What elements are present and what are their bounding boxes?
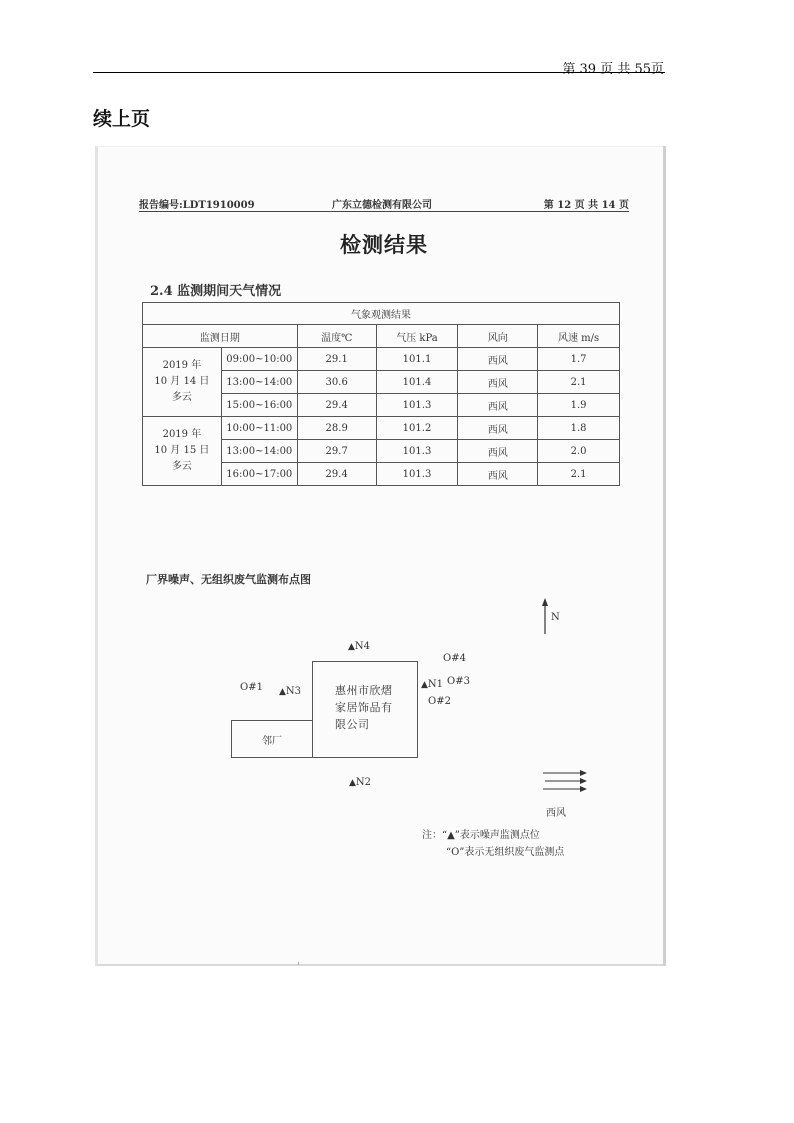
wind-arrows-icon xyxy=(543,768,589,796)
temp-cell: 29.4 xyxy=(297,394,376,417)
wind-speed-cell: 2.1 xyxy=(538,371,620,394)
weather-table xyxy=(142,302,620,486)
noise-point-n2: ▲N2 xyxy=(349,777,372,788)
circle-icon: O xyxy=(447,676,456,687)
wind-speed-cell: 1.8 xyxy=(538,417,620,440)
scanned-page-edge xyxy=(663,146,666,966)
temp-cell: 30.6 xyxy=(297,371,376,394)
wind-dir-cell: 西风 xyxy=(458,463,538,486)
gas-point-1: O#1 xyxy=(240,682,263,693)
date-year: 2019 年 xyxy=(162,429,202,440)
wind-dir-cell: 西风 xyxy=(458,394,538,417)
header-temp: 温度℃ xyxy=(297,325,376,348)
factory-name: 惠州市欣熠家居饰品有限公司 xyxy=(335,684,393,731)
header-wind-dir: 风向 xyxy=(458,325,538,348)
note-noise: 注：“▲”表示噪声监测点位 xyxy=(422,830,540,841)
time-cell: 13:00~14:00 xyxy=(221,371,297,394)
table-row xyxy=(143,417,620,440)
time-cell: 13:00~14:00 xyxy=(221,440,297,463)
pressure-cell: 101.3 xyxy=(376,463,458,486)
wind-speed-cell: 2.0 xyxy=(538,440,620,463)
pressure-cell: 101.4 xyxy=(376,371,458,394)
wind-dir-cell: 西风 xyxy=(458,417,538,440)
triangle-icon: ▲ xyxy=(421,680,428,690)
date-cell xyxy=(143,348,222,417)
table-caption: 气象观测结果 xyxy=(143,303,620,325)
neighbor-factory-box xyxy=(231,720,313,758)
continue-title: 续上页 xyxy=(93,108,151,130)
pressure-cell: 101.1 xyxy=(376,348,458,371)
map-title: 厂界噪声、无组织废气监测布点图 xyxy=(146,573,311,586)
time-cell: 15:00~16:00 xyxy=(221,394,297,417)
triangle-icon: ▲ xyxy=(279,687,286,697)
table-row xyxy=(143,348,620,371)
noise-point-n3: ▲N3 xyxy=(279,686,302,697)
temp-cell: 29.1 xyxy=(297,348,376,371)
date-year: 2019 年 xyxy=(162,360,202,371)
wind-speed-cell: 1.9 xyxy=(538,394,620,417)
date-day: 10 月 14 日 xyxy=(154,376,210,387)
scan-speck xyxy=(298,962,299,965)
header-pressure: 气压 kPa xyxy=(376,325,458,348)
header-date: 监测日期 xyxy=(143,325,298,348)
temp-cell: 28.9 xyxy=(297,417,376,440)
note-gas: “O”表示无组织废气监测点 xyxy=(446,847,565,858)
wind-speed-cell: 1.7 xyxy=(538,348,620,371)
noise-point-n4: ▲N4 xyxy=(348,641,371,652)
pressure-cell: 101.3 xyxy=(376,440,458,463)
gas-point-3: O#3 xyxy=(447,676,470,687)
wind-label: 西风 xyxy=(546,808,566,819)
header-wind-speed: 风速 m/s xyxy=(538,325,620,348)
report-title: 检测结果 xyxy=(340,232,428,257)
triangle-icon: ▲ xyxy=(348,642,355,652)
report-page: 第 12 页 共 14 页 xyxy=(543,200,629,211)
north-arrow-icon xyxy=(538,598,552,636)
circle-icon: O xyxy=(428,696,437,707)
pressure-cell: 101.3 xyxy=(376,394,458,417)
date-weather: 多云 xyxy=(171,392,192,403)
gas-point-4: O#4 xyxy=(443,653,466,664)
page-header-text: 第 39 页 共 55页 xyxy=(562,62,664,77)
triangle-icon: ▲ xyxy=(349,778,356,788)
date-cell xyxy=(143,417,222,486)
wind-dir-cell: 西风 xyxy=(458,371,538,394)
report-number: 报告编号:LDT1910009 xyxy=(139,200,255,211)
circle-icon: O xyxy=(240,682,249,693)
page-header-rule xyxy=(93,72,665,73)
report-header-rule xyxy=(139,211,629,212)
time-cell: 10:00~11:00 xyxy=(221,417,297,440)
section-title: 2.4 监测期间天气情况 xyxy=(150,284,282,299)
noise-point-n1: ▲N1 xyxy=(421,679,444,690)
neighbor-factory-label: 邻厂 xyxy=(262,736,282,747)
north-label: N xyxy=(551,612,560,623)
temp-cell: 29.7 xyxy=(297,440,376,463)
wind-dir-cell: 西风 xyxy=(458,348,538,371)
circle-icon: O xyxy=(443,653,452,664)
wind-dir-cell: 西风 xyxy=(458,440,538,463)
temp-cell: 29.4 xyxy=(297,463,376,486)
time-cell: 16:00~17:00 xyxy=(221,463,297,486)
report-header xyxy=(139,196,629,210)
gas-point-2: O#2 xyxy=(428,696,451,707)
date-weather: 多云 xyxy=(171,461,192,472)
time-cell: 09:00~10:00 xyxy=(221,348,297,371)
factory-box xyxy=(312,661,418,758)
pressure-cell: 101.2 xyxy=(376,417,458,440)
wind-speed-cell: 2.1 xyxy=(538,463,620,486)
monitoring-map xyxy=(200,590,620,870)
report-company: 广东立德检测有限公司 xyxy=(332,200,432,211)
date-day: 10 月 15 日 xyxy=(154,445,210,456)
